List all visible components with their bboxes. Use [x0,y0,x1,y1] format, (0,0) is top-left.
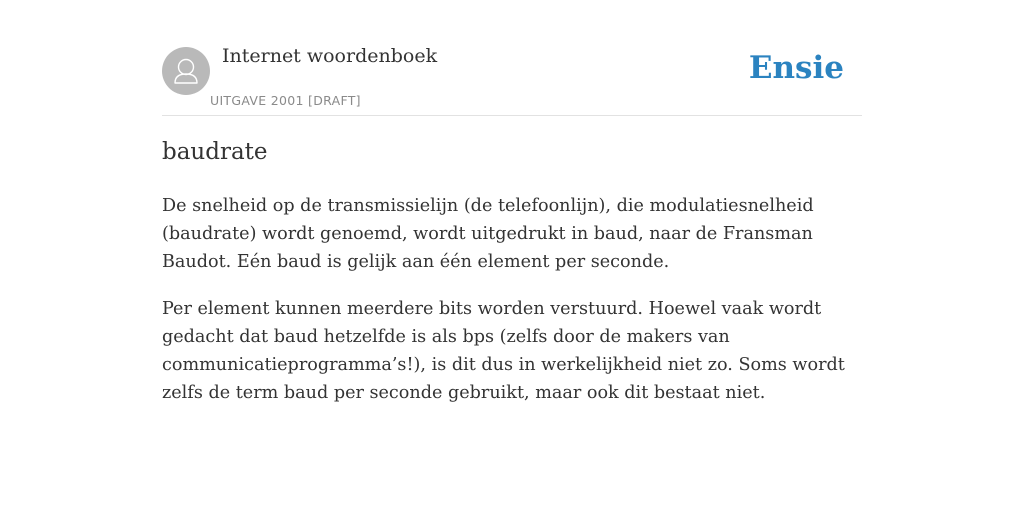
entry-header [162,0,862,116]
brand-logo-link[interactable]: Ensie [748,50,844,86]
entry-term: baudrate [162,139,268,165]
definition-paragraph: Per element kunnen meerdere bits worden verstuurd. Hoewel vaak wordt gedacht dat baud hetzelfde is als bps (zelfs door de makers van communicatieprogramma’s!), is dit dus in werkelijkheid niet zo. Soms wordt zelfs de term baud per seconde gebruikt, maar ook dit bestaat niet. [162,299,845,403]
source-title[interactable]: Internet woordenboek [222,45,438,67]
source-avatar[interactable] [162,47,210,95]
definition-paragraph: De snelheid op de transmissielijn (de telefoonlijn), die modulatiesnelheid (baudrate) wordt genoemd, wordt uitgedrukt in baud, naar de Fransman Baudot. Eén baud is gelijk aan één element per seconde. [162,196,814,272]
entry-container [162,0,862,403]
entry-definition [162,192,862,426]
user-silhouette-icon [162,47,210,95]
edition-label: UITGAVE 2001 [DRAFT] [210,93,361,108]
